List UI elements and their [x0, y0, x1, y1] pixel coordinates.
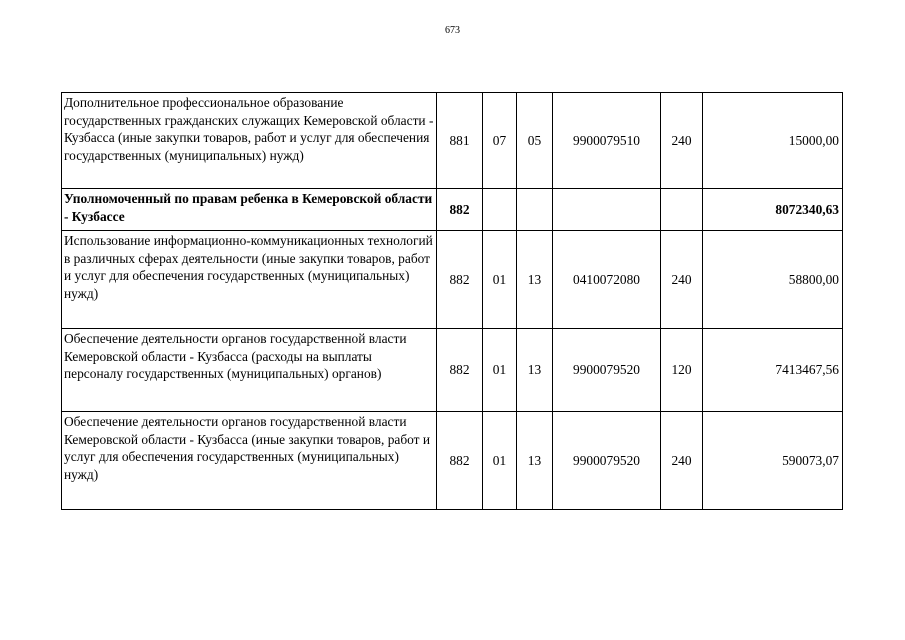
- budget-table: [61, 92, 843, 510]
- row-name: Уполномоченный по правам ребенка в Кемеровской области - Кузбассе: [62, 189, 437, 231]
- row-expense-type-code: [661, 189, 703, 231]
- table-row: [62, 93, 843, 189]
- row-sum: 8072340,63: [703, 189, 843, 231]
- row-section-code: [483, 189, 517, 231]
- row-section-code: 07: [483, 93, 517, 189]
- row-target-article-code: 0410072080: [553, 231, 661, 329]
- table-row: [62, 329, 843, 412]
- row-sum: 58800,00: [703, 231, 843, 329]
- row-section-code: 01: [483, 329, 517, 412]
- row-name: Обеспечение деятельности органов государственной власти Кемеровской области - Кузбасса (иные закупки товаров, работ и услуг для обеспечения государственных (муниципальных) нужд): [62, 412, 437, 510]
- row-glv-code: 882: [437, 231, 483, 329]
- row-glv-code: 882: [437, 412, 483, 510]
- table-row: [62, 412, 843, 510]
- row-expense-type-code: 120: [661, 329, 703, 412]
- page-number: 673: [445, 25, 460, 36]
- row-name: Использование информационно-коммуникационных технологий в различных сферах деятельности (иные закупки товаров, работ и услуг для обеспечения государственных (муниципальных) нужд): [62, 231, 437, 329]
- row-subsection-code: 13: [517, 412, 553, 510]
- row-glv-code: 881: [437, 93, 483, 189]
- row-target-article-code: 9900079520: [553, 329, 661, 412]
- row-sum: 590073,07: [703, 412, 843, 510]
- row-section-code: 01: [483, 412, 517, 510]
- row-subsection-code: 05: [517, 93, 553, 189]
- row-section-code: 01: [483, 231, 517, 329]
- row-glv-code: 882: [437, 189, 483, 231]
- table-row: [62, 189, 843, 231]
- row-glv-code: 882: [437, 329, 483, 412]
- row-target-article-code: [553, 189, 661, 231]
- row-sum: 7413467,56: [703, 329, 843, 412]
- table-row: [62, 231, 843, 329]
- row-subsection-code: [517, 189, 553, 231]
- row-expense-type-code: 240: [661, 93, 703, 189]
- row-target-article-code: 9900079510: [553, 93, 661, 189]
- row-expense-type-code: 240: [661, 231, 703, 329]
- row-target-article-code: 9900079520: [553, 412, 661, 510]
- row-name: Обеспечение деятельности органов государственной власти Кемеровской области - Кузбасса (расходы на выплаты персоналу государственных (муниципальных) органов): [62, 329, 437, 412]
- row-subsection-code: 13: [517, 329, 553, 412]
- row-expense-type-code: 240: [661, 412, 703, 510]
- row-name: Дополнительное профессиональное образование государственных гражданских служащих Кемеровской области - Кузбасса (иные закупки товаров, работ и услуг для обеспечения государственных (муниципальных) нужд): [62, 93, 437, 189]
- row-sum: 15000,00: [703, 93, 843, 189]
- row-subsection-code: 13: [517, 231, 553, 329]
